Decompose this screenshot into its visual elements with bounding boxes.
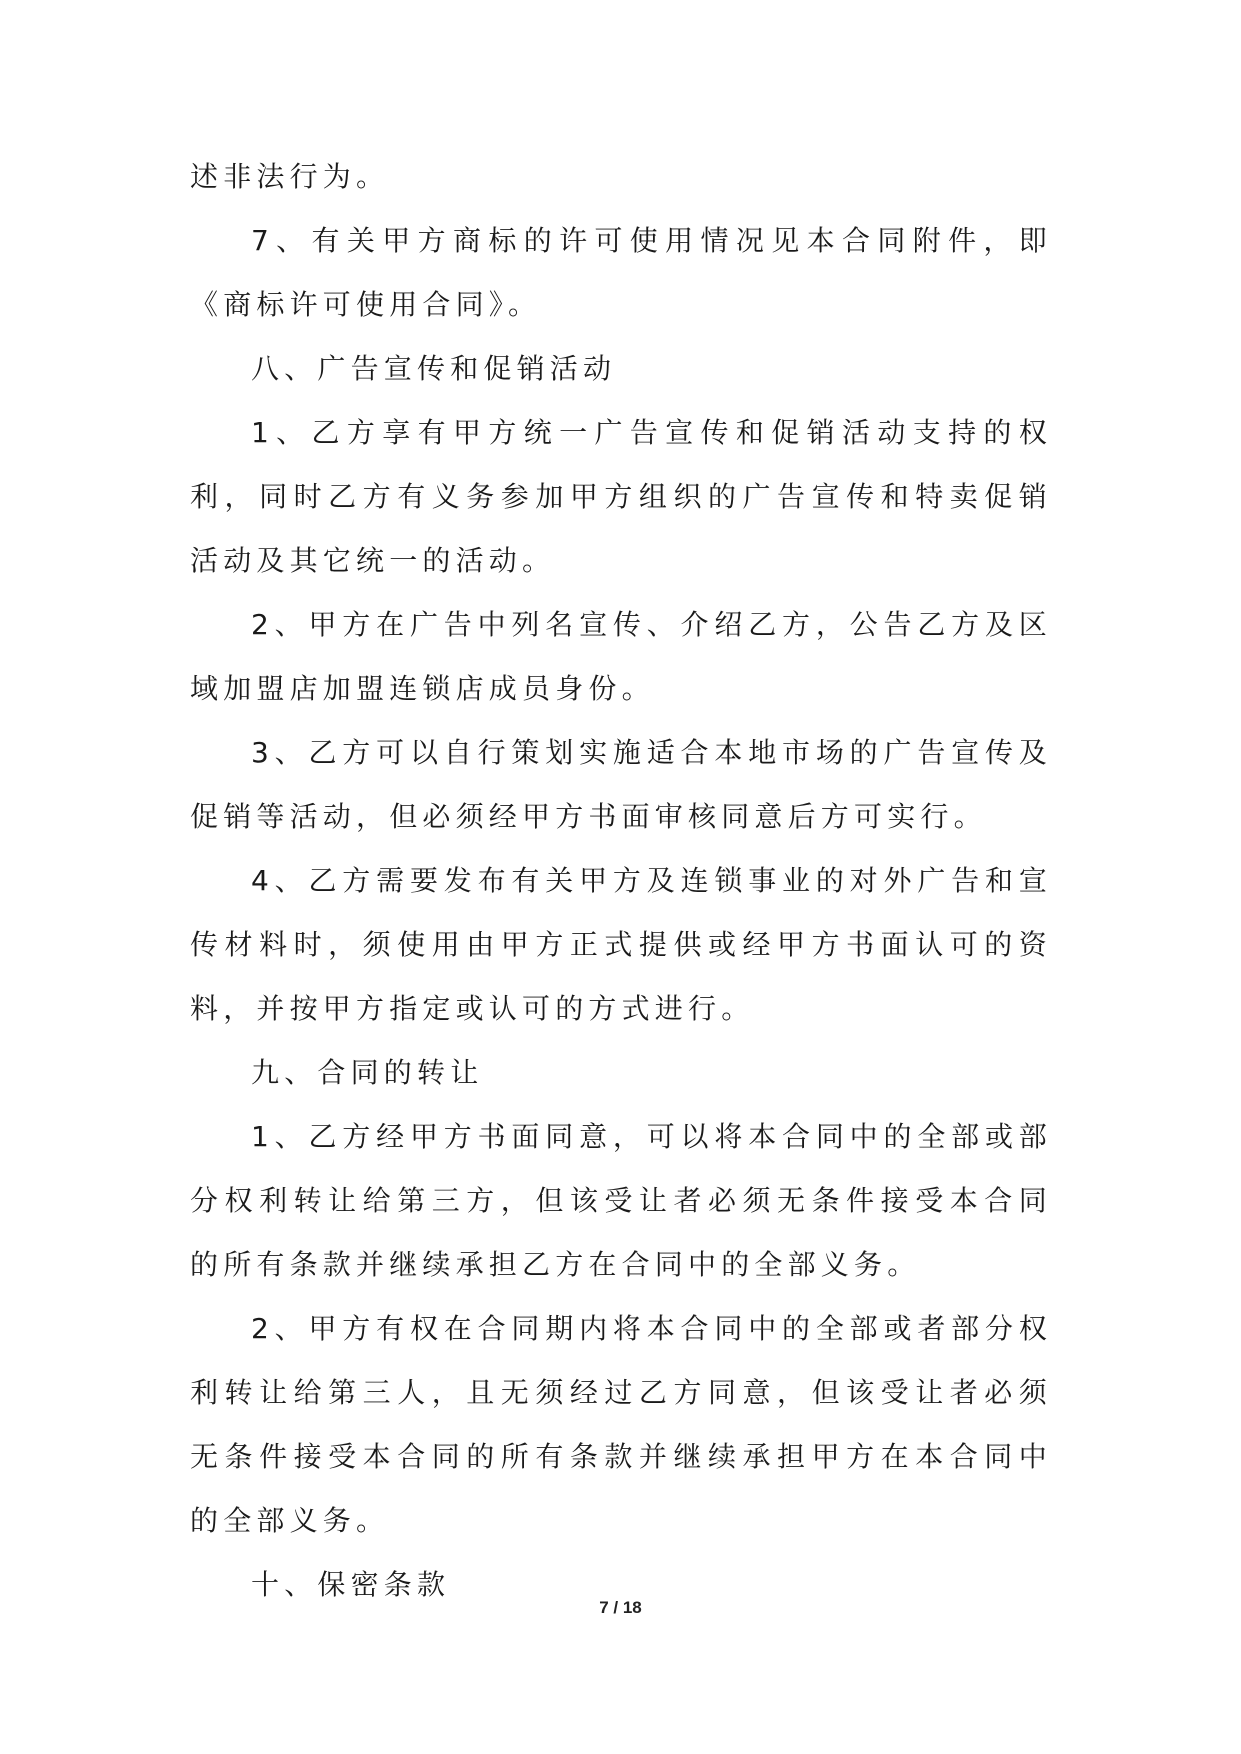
paragraph-trademark-clause: 7、有关甲方商标的许可使用情况见本合同附件，即《商标许可使用合同》。 [190,224,1052,321]
paragraph-advertising-4: 4、乙方需要发布有关甲方及连锁事业的对外广告和宣传材料时，须使用由甲方正式提供或经甲方书面认可的资料，并按甲方指定或认可的方式进行。 [190,864,1052,1025]
section-heading-confidentiality: 十、保密条款 [251,1568,451,1601]
section-heading-advertising: 八、广告宣传和促销活动 [251,352,617,385]
paragraph-advertising-1: 1、乙方享有甲方统一广告宣传和促销活动支持的权利，同时乙方有义务参加甲方组织的广告宣传和特卖促销活动及其它统一的活动。 [190,416,1052,577]
paragraph-transfer-2: 2、甲方有权在合同期内将本合同中的全部或者部分权利转让给第三人，且无须经过乙方同意，但该受让者必须无条件接受本合同的所有条款并继续承担甲方在本合同中的全部义务。 [190,1312,1052,1537]
section-heading-transfer: 九、合同的转让 [251,1056,484,1089]
paragraph-advertising-3: 3、乙方可以自行策划实施适合本地市场的广告宣传及促销等活动，但必须经甲方书面审核同意后方可实行。 [190,736,1052,833]
paragraph-continuation: 述非法行为。 [190,160,390,193]
paragraph-advertising-2: 2、甲方在广告中列名宣传、介绍乙方，公告乙方及区域加盟店加盟连锁店成员身份。 [190,608,1052,705]
page-number: 7 / 18 [599,1598,642,1617]
document-body [190,145,1052,1617]
paragraph-transfer-1: 1、乙方经甲方书面同意，可以将本合同中的全部或部分权利转让给第三方，但该受让者必须无条件接受本合同的所有条款并继续承担乙方在合同中的全部义务。 [190,1120,1052,1281]
